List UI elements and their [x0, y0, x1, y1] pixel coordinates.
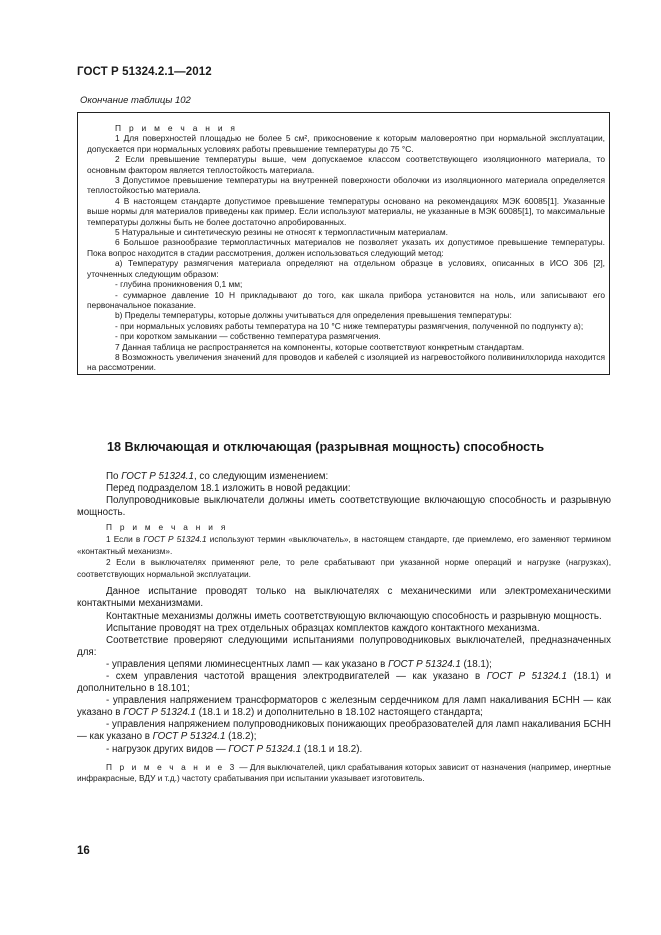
- note-line: 1 Для поверхностей площадью не более 5 см², прикосновение к которым маловероятно при нормальной эксплуатации, допускается при нормальных условиях работы превышение температуры до 75 °С.: [87, 133, 605, 154]
- standard-reference: ГОСТ Р 51324.1: [152, 731, 226, 743]
- note-line: - при нормальных условиях работы температура на 10 °С ниже температуры размягчения, полученной по подпункту а);: [115, 320, 584, 331]
- paragraph: Данное испытание проводят только на выключателях с механическими или электромеханическими контактными механизмами.: [77, 586, 611, 610]
- table-continuation-caption: Окончание таблицы 102: [80, 95, 191, 106]
- list-item: - схем управления частотой вращения электродвигателей — как указано в ГОСТ Р 51324.1 (18.1) и дополнительно в 18.101;: [77, 671, 611, 695]
- paragraph: Соответствие проверяют следующими испытаниями полупроводниковых выключателей, предназначенных для:: [77, 634, 611, 658]
- paragraph: По ГОСТ Р 51324.1, со следующим изменением:: [106, 471, 329, 482]
- note-line: а) Температуру размягчения материала определяют на отдельном образце в условиях, описанных в ИСО 306 [2], уточненных следующим образом:: [87, 258, 605, 279]
- note-line: 4 В настоящем стандарте допустимое превышение температуры основано на рекомендациях МЭК 60085[1]. Указанные выше нормы для материалов приведены как пример. Если используют материалы, не указанные в МЭК 60085[1], то максимальные температуры должны быть не более достаточно апробированных.: [87, 195, 605, 227]
- note: П р и м е ч а н и е 3 — Для выключателей, цикл срабатывания которых зависит от назначения (например, инертные инфракрасные, ВДУ и т.д.) частоту срабатывания при испытании указывает изготовитель.: [77, 761, 611, 784]
- standard-reference: ГОСТ Р 51324.1: [121, 471, 194, 482]
- list-item: - управления напряжением трансформаторов с железным сердечником для ламп накаливания БСНН — как указано в ГОСТ Р 51324.1 (18.1 и 18.2) и дополнительно в 18.102 настоящего стандарта;: [77, 695, 611, 719]
- paragraph: Контактные механизмы должны иметь соответствующую включающую способность и разрывную мощность.: [106, 610, 602, 622]
- paragraph: Испытание проводят на трех отдельных образцах комплектов каждого контактного механизма.: [106, 622, 540, 634]
- page-number: 16: [77, 845, 90, 857]
- paragraph: Перед подразделом 18.1 изложить в новой редакции:: [106, 483, 351, 495]
- section-heading: 18 Включающая и отключающая (разрывная мощность) способность: [107, 440, 545, 454]
- table-notes-box: [77, 112, 610, 375]
- notes-title: П р и м е ч а н и я: [115, 123, 238, 133]
- standard-reference: ГОСТ Р 51324.1: [486, 671, 567, 682]
- note-label: П р и м е ч а н и е 3: [106, 761, 237, 772]
- note-line: b) Пределы температуры, которые должны учитываться для определения превышения температуры:: [115, 310, 512, 321]
- note-line: 8 Возможность увеличения значений для проводов и кабелей с изоляцией из нагревостойкого поливинилхлорида находится на рассмотрении.: [87, 351, 605, 373]
- list-item: - нагрузок других видов — ГОСТ Р 51324.1 (18.1 и 18.2).: [106, 743, 363, 755]
- note-line: 5 Натуральные и синтетическую резины не относят к термопластичным материалам.: [115, 227, 448, 238]
- note-line: 7 Данная таблица не распространяется на компоненты, которые соответствуют конкретным стандартам.: [115, 341, 525, 352]
- note-line: 3 Допустимое превышение температуры на внутренней поверхности оболочки из изоляционного материала определяется теплостойкостью материала.: [87, 175, 605, 196]
- note-line: - глубина проникновения 0,1 мм;: [115, 279, 243, 290]
- paragraph: Полупроводниковые выключатели должны иметь соответствующие включающую способность и разрывную мощность.: [77, 495, 611, 519]
- list-item: - управления цепями люминесцентных ламп — как указано в ГОСТ Р 51324.1 (18.1);: [106, 658, 492, 670]
- standard-reference: ГОСТ Р 51324.1: [228, 743, 302, 755]
- standard-reference: ГОСТ Р 51324.1: [123, 707, 196, 719]
- section-body: [77, 471, 611, 785]
- list-item: - управления напряжением полупроводниковых понижающих преобразователей для ламп накаливания БСНН — как указано в ГОСТ Р 51324.1 (18.2);: [77, 719, 611, 743]
- standard-reference: ГОСТ Р 51324.1: [143, 533, 207, 544]
- document-id: ГОСТ Р 51324.2.1—2012: [77, 66, 212, 78]
- notes-title: П р и м е ч а н и я: [106, 522, 229, 533]
- note-line: 2 Если превышение температуры выше, чем допускаемое классом соответствующего изоляционного материала, то основным фактором является теплостойкость материала.: [87, 154, 605, 175]
- note-line: - суммарное давление 10 Н прикладывают до того, как шкала прибора установится на ноль, или записывают его первоначальное показание.: [87, 289, 605, 310]
- standard-reference: ГОСТ Р 51324.1: [388, 658, 461, 670]
- note-line: 6 Большое разнообразие термопластичных материалов не позволяет указать их допустимое превышение температуры. Пока вопрос находится в стадии рассмотрения, должен использоваться следующий метод:: [87, 237, 605, 258]
- note: 1 Если в ГОСТ Р 51324.1 используют термин «выключатель», в настоящем стандарте, где приемлемо, его заменяют термином «контактный механизм».: [77, 533, 611, 556]
- note-line: - при коротком замыкании — собственно температура размягчения.: [115, 331, 381, 342]
- note: 2 Если в выключателях применяют реле, то реле срабатывают при указанной норме операций и нагрузке (нагрузках), соответствующих нормальной эксплуатации.: [77, 557, 611, 579]
